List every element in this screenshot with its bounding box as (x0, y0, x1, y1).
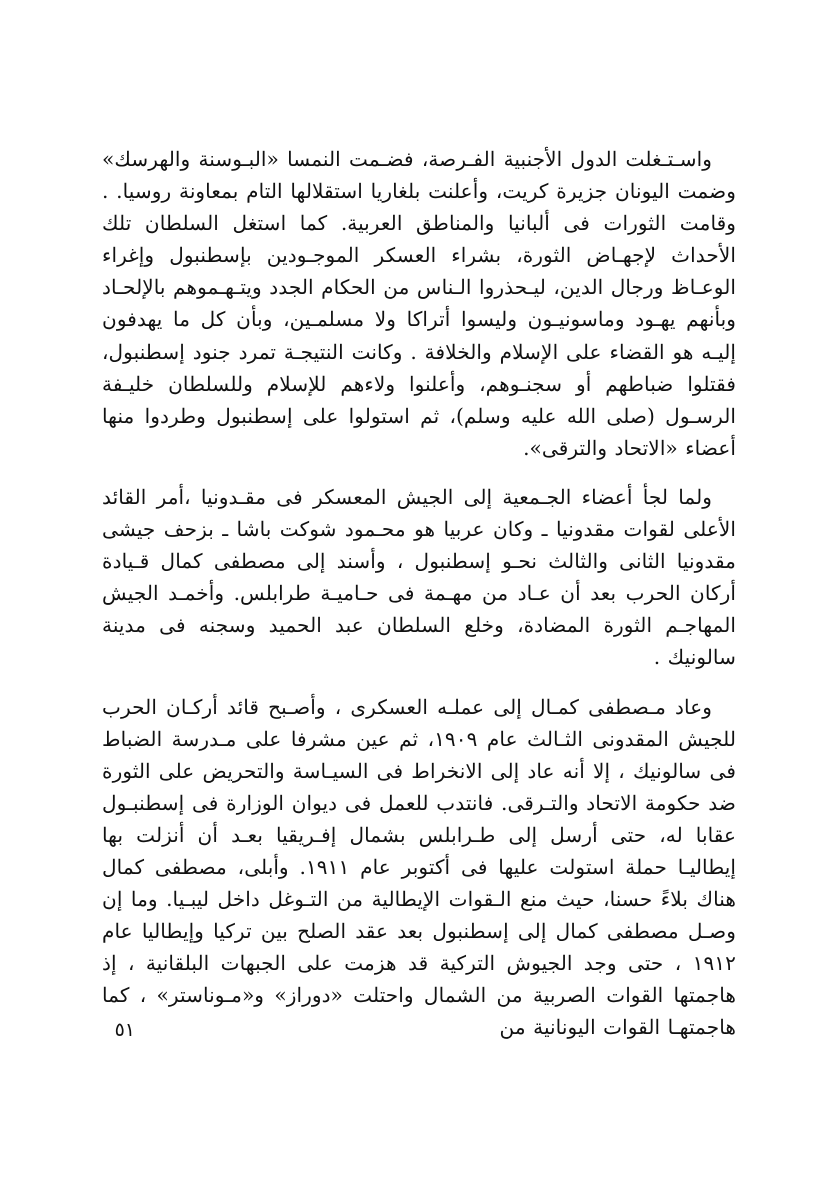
body-text (102, 143, 736, 1061)
paragraph-3: وعاد مـصطفى كمـال إلى عملـه العسكرى ، وأصـبح قائد أركـان الحرب للجيش المقدونى الثـالث عام ١٩٠٩، ثم عين مشرفا على مـدرسة الضباط فى سالونيك ، إلا أنه عاد إلى الانخراط فى السيـاسة والتحريض على الثورة ضد حكومة الاتحاد والتـرقى. فانتدب للعمل فى ديوان الوزارة فى إسطنبـول عقابا له، حتى أرسل إلى طـرابلس بشمال إفـريقيا بعـد أن أنزلت بها إيطاليـا حملة استولت عليها فى أكتوبر عام ١٩١١. وأبلى، مصطفى كمال هناك بلاءً حسنا، حيث منع الـقوات الإيطالية من التـوغل داخل ليبـيا. وما إن وصـل مصطفى كمال إلى إسطنبول بعد عقد الصلح بين تركيا وإيطاليا عام ١٩١٢ ، حتى وجد الجيوش التركية قد هزمت على الجبهات البلقانية ، إذ هاجمتها القوات الصربية من الشمال واحتلت «دوراز» و«مـوناستر» ، كما هاجمتهـا القوات اليونانية من (102, 694, 736, 1040)
paragraph-2: ولما لجأ أعضاء الجـمعية إلى الجيش المعسكر فى مقـدونيا ،أمر القائد الأعلى لقوات مقدونيا ـ وكان عربيا هو محـمود شوكت باشا ـ بزحف جيشى مقدونيا الثانى والثالث نحـو إسطنبول ، وأسند إلى مصطفى كمال قـيادة أركان الحرب بعد أن عـاد من مهـمة فى حـاميـة طرابلس. وأخمـد الجيش المهاجـم الثورة المضادة، وخلع السلطان عبد الحميد وسجنه فى مدينة سالونيك . (102, 484, 736, 670)
paragraph-1: واسـتـغلت الدول الأجنبية الفـرصة، فضـمت النمسا «البـوسنة والهرسك» وضمت اليونان جزيرة كريت، وأعلنت بلغاريا استقلالها التام بمعاونة روسيا. . وقامت الثورات فى ألبانيا والمناطق العربية. كما استغل السلطان تلك الأحداث لإجهـاض الثورة، بشراء العسكر الموجـودين بإسطنبول وإغراء الوعـاظ ورجال الدين، ليـحذروا الـناس من الحكام الجدد ويتـهـموهم بالإلحـاد وبأنهم يهـود وماسونيـون وليسوا أتراكا ولا مسلمـين، وبأن كل ما يهدفون إليـه هو القضاء على الإسلام والخلافة . وكانت النتيجـة تمرد جنود إسطنبول، فقتلوا ضباطهم أو سجنـوهم، وأعلنوا ولاءهم للإسلام وللسلطان خليـفة الرسـول (صلى الله عليه وسلم)، ثم استولوا على إسطنبول وطردوا منها أعضاء «الاتحاد والترقى». (102, 147, 736, 460)
page-number: ٥١ (114, 1019, 135, 1041)
